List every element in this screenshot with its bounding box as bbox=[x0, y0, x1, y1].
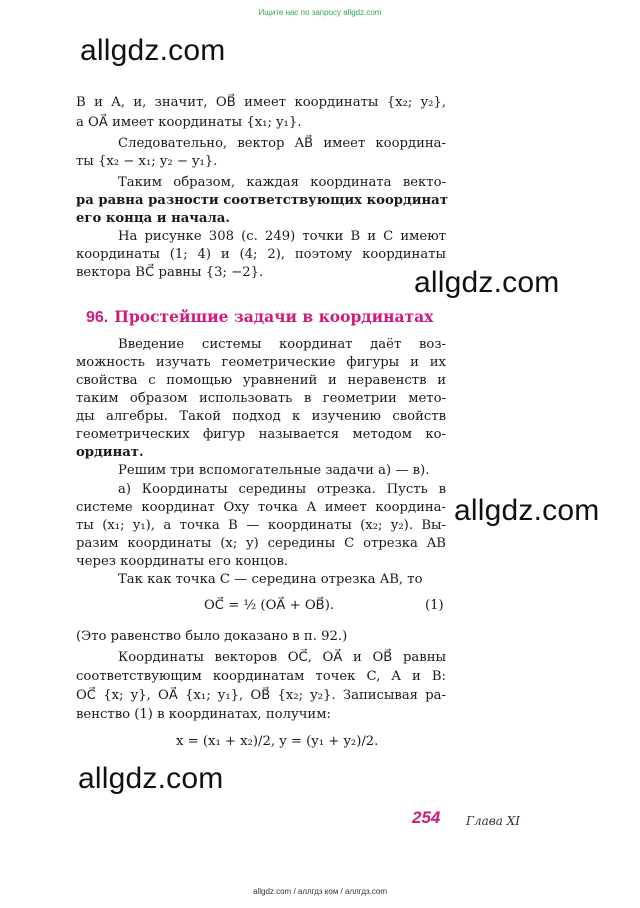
text-line: ординат. bbox=[76, 445, 144, 460]
text-line: Таким образом, каждая координата векто- bbox=[118, 175, 446, 190]
text-line: через координаты его концов. bbox=[76, 554, 289, 569]
section-number: 96. bbox=[86, 309, 109, 326]
top-search-hint[interactable]: Ищите нас по запросу allgdz.com bbox=[258, 8, 382, 17]
text-line: Следовательно, вектор AB⃗ имеет координа- bbox=[118, 136, 446, 151]
page-number: 254 bbox=[412, 808, 441, 827]
text-line: системе координат Oxy точка A имеет координа- bbox=[76, 500, 446, 515]
watermark: allgdz.com bbox=[414, 266, 560, 299]
section-heading bbox=[86, 307, 446, 327]
text-line: а) Координаты середины отрезка. Пусть в bbox=[118, 482, 446, 497]
text-line: свойства с помощью уравнений и неравенств и bbox=[76, 373, 446, 388]
text-line: а OA⃗ имеет координаты {x₁; y₁}. bbox=[76, 115, 302, 130]
text-line: венство (1) в координатах, получим: bbox=[76, 707, 331, 722]
text-line: разим координаты (x; y) середины C отрезка AB bbox=[76, 536, 446, 551]
text-line: таким образом использовать в геометрии мето- bbox=[76, 391, 446, 406]
text-line: На рисунке 308 (с. 249) точки B и C имеют bbox=[118, 229, 446, 244]
watermark: allgdz.com bbox=[78, 762, 224, 795]
text-line: ты {x₂ − x₁; y₂ − y₁}. bbox=[76, 154, 218, 169]
text-line: ра равна разности соответствующих координат bbox=[76, 193, 448, 208]
equation: x = (x₁ + x₂)/2, y = (y₁ + y₂)/2. bbox=[176, 734, 379, 749]
text-line: Координаты векторов OC⃗, OA⃗ и OB⃗ равны bbox=[118, 650, 446, 665]
text-line: Решим три вспомогательные задачи а) — в). bbox=[118, 463, 430, 478]
text-line: OC⃗ {x; y}, OA⃗ {x₁; y₁}, OB⃗ {x₂; y₂}. Записывая ра- bbox=[76, 688, 446, 703]
text-line: ты (x₁; y₁), а точка B — координаты (x₂; y₂). Вы- bbox=[76, 518, 446, 533]
chapter-label: Глава XI bbox=[466, 814, 520, 828]
text-line: ды алгебры. Такой подход к изучению свойств bbox=[76, 409, 446, 424]
text-line: его конца и начала. bbox=[76, 211, 230, 226]
text-line: можность изучать геометрические фигуры и их bbox=[76, 355, 446, 370]
text-line: Так как точка C — середина отрезка AB, то bbox=[118, 572, 423, 587]
text-line: координаты (1; 4) и (4; 2), поэтому координаты bbox=[76, 247, 446, 262]
watermark: allgdz.com bbox=[80, 34, 226, 67]
equation-number: (1) bbox=[425, 598, 444, 613]
text-line: вектора BC⃗ равны {3; −2}. bbox=[76, 265, 264, 280]
equation: OC⃗ = ½ (OA⃗ + OB⃗). bbox=[204, 598, 335, 613]
text-line: Введение системы координат даёт воз- bbox=[118, 337, 446, 352]
text-line: геометрических фигур называется методом ко- bbox=[76, 427, 446, 442]
text-line: соответствующим координатам точек C, A и B: bbox=[76, 669, 446, 684]
text-line: (Это равенство было доказано в п. 92.) bbox=[76, 629, 348, 644]
watermark: allgdz.com bbox=[454, 494, 600, 527]
bottom-links[interactable]: allgdz.com / аллгдз ком / аллгдз.com bbox=[252, 887, 388, 896]
text-line: B и A, и, значит, OB⃗ имеет координаты {x₂; y₂}, bbox=[76, 95, 446, 110]
section-title: Простейшие задачи в координатах bbox=[114, 307, 434, 326]
